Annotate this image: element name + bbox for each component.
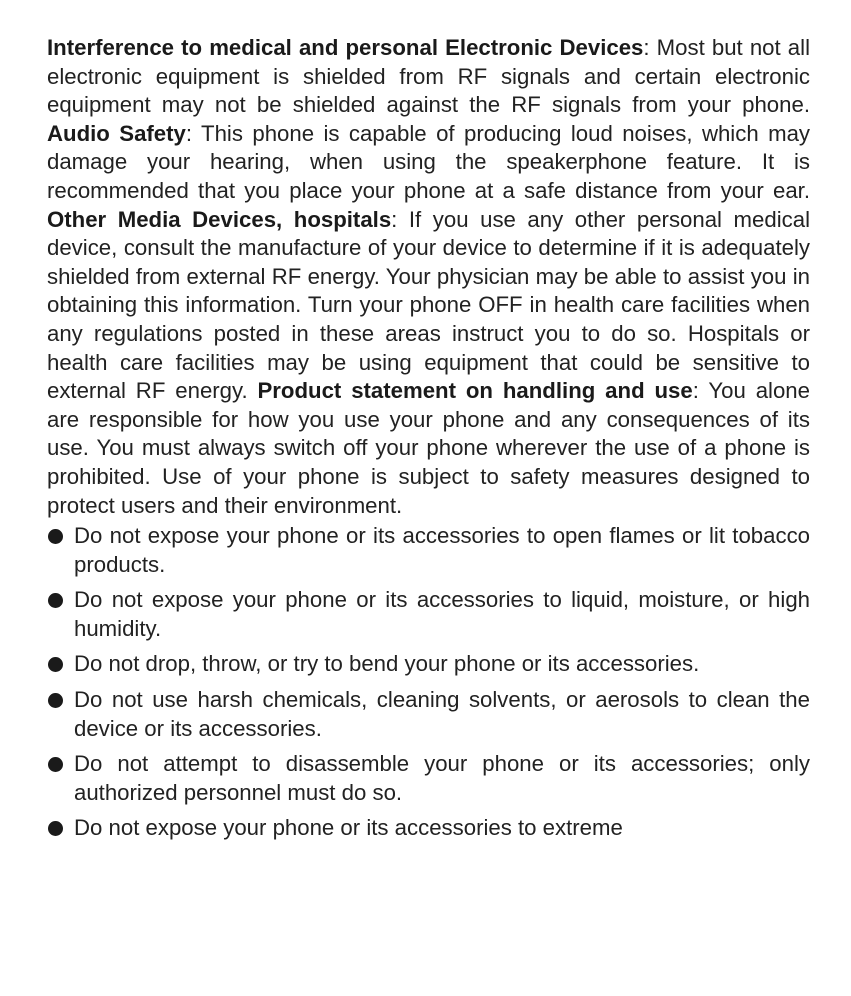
text-audio-safety: : This phone is capable of producing loud noises, which may damage your hearing, when using the speakerphone feature. It is recommended that you place your phone at a safe distance from your ear. (47, 120, 810, 203)
bullet-dot-icon (48, 657, 63, 672)
list-item (47, 650, 810, 679)
list-item-text: Do not expose your phone or its accessories to extreme (74, 815, 623, 841)
heading-audio-safety: Audio Safety (47, 120, 186, 146)
bullet-dot-icon (48, 593, 63, 608)
list-item (47, 750, 810, 807)
bullet-dot-icon (48, 529, 63, 544)
list-item (47, 814, 810, 843)
list-item-text: Do not drop, throw, or try to bend your phone or its accessories. (74, 651, 700, 677)
list-item-text: Do not attempt to disassemble your phone or its accessories; only authorized personnel must do so. (74, 751, 810, 805)
bullet-dot-icon (48, 757, 63, 772)
heading-interference: Interference to medical and personal Electronic Devices (47, 35, 644, 60)
list-item (47, 586, 810, 643)
list-item (47, 686, 810, 743)
text-interference: : Most but not all electronic equipment is shielded from RF signals and certain electronic equipment may not be shielded against the RF signals from your phone. (47, 35, 810, 118)
list-item-text: Do not use harsh chemicals, cleaning solvents, or aerosols to clean the device or its accessories. (74, 687, 810, 741)
heading-product-statement: Product statement on handling and use (257, 378, 693, 404)
text-product-statement: : You alone are responsible for how you use your phone and any consequences of its use. You must always switch off your phone wherever the use of a phone is prohibited. Use of your phone is subject to safety measures designed to protect users and their environment. (47, 378, 810, 518)
bullet-dot-icon (48, 821, 63, 836)
list-item (47, 522, 810, 579)
text-other-media-devices: : If you use any other personal medical device, consult the manufacture of your device to determine if it is adequately shielded from external RF energy. Your physician may be able to assist you in obtaining this information. Turn your phone OFF in health care facilities when any regulations posted in these areas instruct you to do so. Hospitals or health care facilities may be using equipment that could be sensitive to external RF energy. (47, 206, 810, 404)
precautions-list (47, 522, 810, 843)
bullet-dot-icon (48, 693, 63, 708)
safety-paragraph (47, 34, 810, 520)
list-item-text: Do not expose your phone or its accessories to open flames or lit tobacco products. (74, 523, 810, 577)
list-item-text: Do not expose your phone or its accessories to liquid, moisture, or high humidity. (74, 587, 810, 641)
heading-other-media-devices: Other Media Devices, hospitals (47, 206, 392, 232)
document-page (47, 34, 810, 850)
